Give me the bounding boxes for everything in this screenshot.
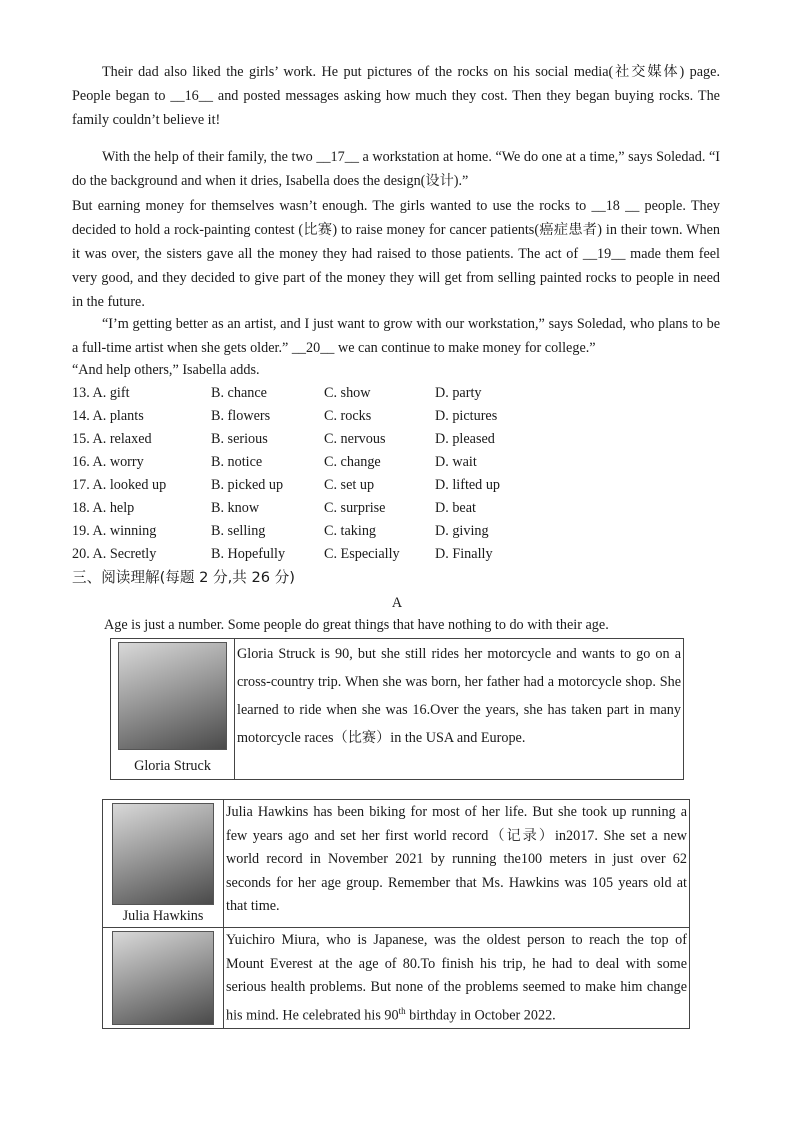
photo-caption: Julia Hawkins [122,908,204,924]
yuichiro-miura-photo [112,931,214,1025]
photo-caption: Gloria Struck [134,758,211,774]
julia-hawkins-text: Julia Hawkins has been biking for most of her life. But she took up running a few years ago and set her first world record（记录）in2017. She set a new world record in November 2021 by running the100 meters in just over 62 seconds for her age group. Remember that Ms. Hawkins was 105 years old at that time. [224,800,690,928]
people-table [102,799,690,1029]
paragraph-1: Their dad also liked the girls’ work. He put pictures of the rocks on his social media(社交媒体) page. People began to __16__ and posted messages asking how much they cost. Then they began buying rocks. The family couldn’t believe it! [72,64,720,128]
photo-cell [103,800,224,928]
gloria-struck-box [110,638,684,780]
paragraph-5: “And help others,” Isabella adds. [72,362,260,378]
exam-page: Their dad also liked the girls’ work. He put pictures of the rocks on his social media(社交媒体) page. People began to __16__ and posted messages asking how much they cost. Then they began buying rocks. The family couldn’t believe it! With the help of their family, the two __17__ a workstation at home. “We do one at a time,” says Soledad. “I do the background and when it dries, Isabella does the design(设计).” But earning money for themselves wasn’t enough. The girls wanted to use the rocks to __18 __ people. They decided to hold a rock-painting contest (比赛) to raise money for cancer patients(癌症患者) in their town. When it was over, the sisters gave all the money they had raised to those patients. The act of __19__ made them feel very good, and they decided to give part of the money they will get from selling painted rocks to people in need in the future. “I’m getting better as an artist, and I just want to grow with our workstation,” says Soledad, who plans to be a full-time artist when she gets older.” __20__ we can continue to make money for college.” “And help others,” Isabella adds. 13. A. gift B. chance C. show D. party 14. A. plants B. flowers C. rocks D. pictures 15. A. relaxed B. serious C. nervous D. pleased 16. A. worry B. notice C. change D. wait 17. A. looked up B. picked up C. set up D. lifted up 18. A. help B. know C. surprise D. beat 19. A. winning B. selling C. taking D. giving 20. A. Secretly B. Hopefully C. Especially D. Finally 三、阅读理解(每题 2 分,共 26 分) A Age is just a number. Some people do great things that have nothing to do with their age. Gloria Struck Gloria Struck is 90, but she still rides her motorcycle and wants to go on a cross-country trip. When she was born, her father had a motorcycle shop. She learned to ride when she was 16.Over the years, she has taken part in many motorcycle races（比赛）in the USA and Europe. Julia Hawkins Julia Hawkins has been biking for most of her life. But she took up running a few years ago and set her first world record（记录）in2017. She set a new world record in November 2021 by running the100 meters in just over 62 seconds for her age group. Remember that Ms. Hawkins was 105 years old at that time. Yuichiro Miura, who is Japanese, was the oldest person to reach the top of Mount Everest at the age of 80.To finish his trip, he had to deal with some serious health problems. But none of the problems seemed to make him change his mind. He celebrated his 90th birthday in October 2022. [0,0,794,1123]
photo-cell [111,639,235,780]
part-label: A [391,595,403,611]
julia-hawkins-photo [112,803,214,905]
gloria-struck-text: Gloria Struck is 90, but she still rides her motorcycle and wants to go on a cross-country trip. When she was born, her father had a motorcycle shop. She learned to ride when she was 16.Over the years, she has taken part in many motorcycle races（比赛）in the USA and Europe. [235,639,684,780]
section-title: 三、阅读理解(每题 2 分,共 26 分) [72,569,295,586]
yuichiro-miura-text: Yuichiro Miura, who is Japanese, was the oldest person to reach the top of Mount Everest at the age of 80.To finish his trip, he had to deal with some serious health problems. But none of the problems seemed to make him change his mind. He celebrated his 90th birthday in October 2022. [224,928,690,1029]
gloria-struck-photo [118,642,227,750]
intro-text: Age is just a number. Some people do great things that have nothing to do with their age. [104,617,609,633]
paragraph-4: “I’m getting better as an artist, and I just want to grow with our workstation,” says Soledad, who plans to be a full-time artist when she gets older.” __20__ we can continue to make money for college.” [72,316,720,356]
paragraph-2: With the help of their family, the two __17__ a workstation at home. “We do one at a time,” says Soledad. “I do the background and when it dries, Isabella does the design(设计).” [72,149,720,189]
photo-cell [103,928,224,1029]
paragraph-3: But earning money for themselves wasn’t enough. The girls wanted to use the rocks to __18 __ people. They decided to hold a rock-painting contest (比赛) to raise money for cancer patients(癌症患者) in their town. When it was over, the sisters gave all the money they had raised to those patients. The act of __19__ made them feel very good, and they decided to give part of the money they will get from selling painted rocks to people in need in the future. [72,198,720,310]
